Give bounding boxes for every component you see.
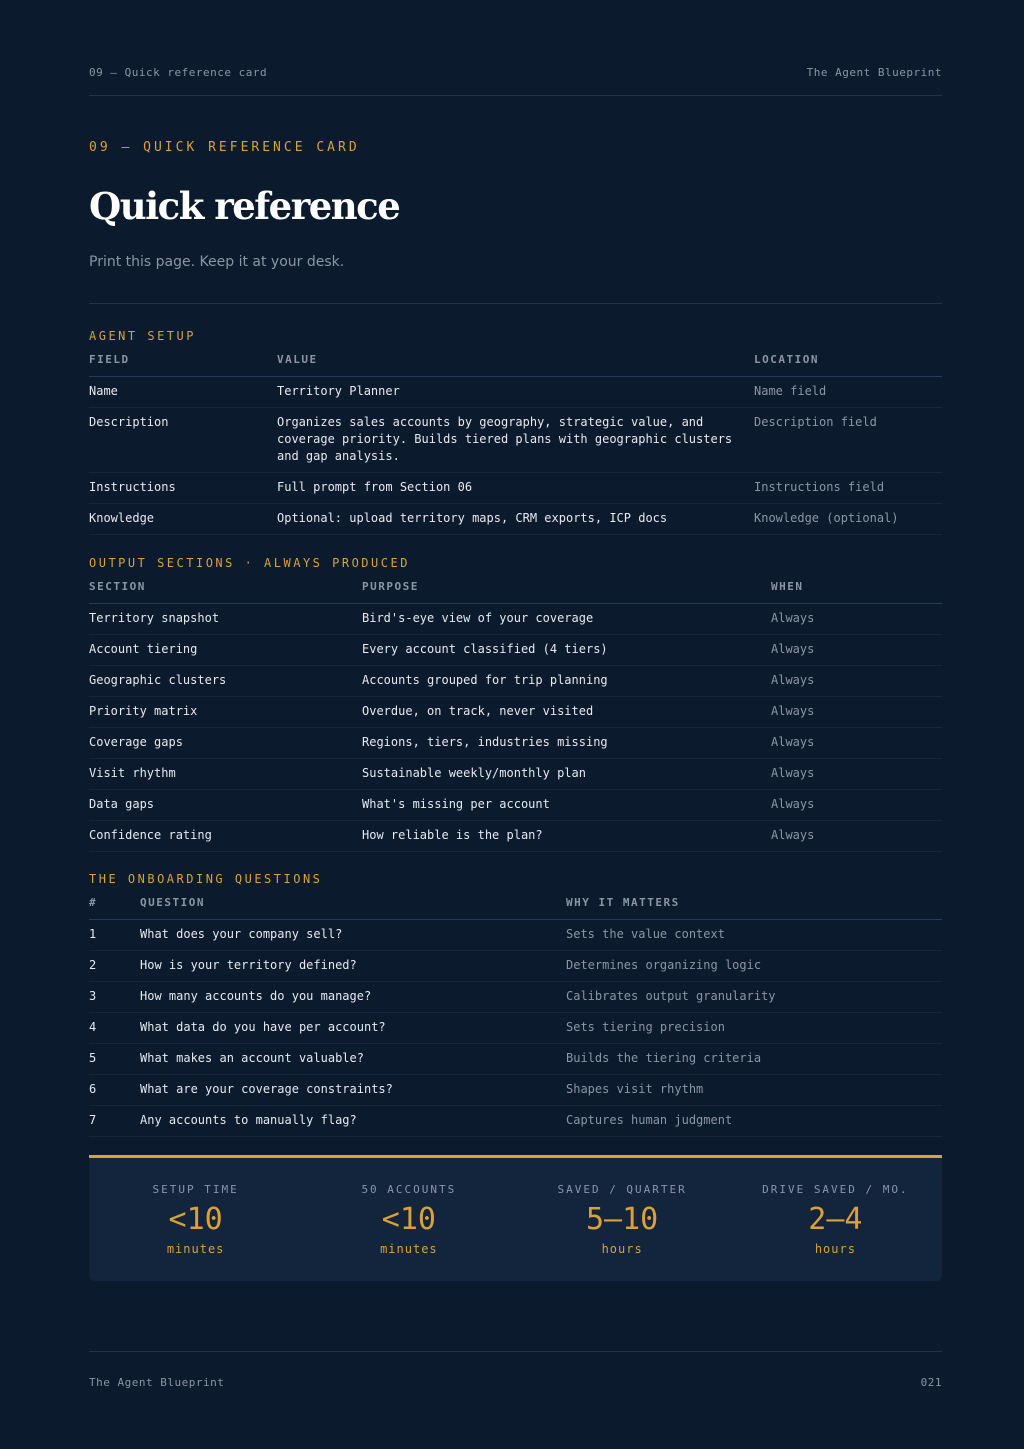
question-cell: What makes an account valuable? (140, 1044, 566, 1075)
column-header: # (89, 896, 140, 920)
running-header-book-title: The Agent Blueprint (806, 66, 942, 79)
column-header: FIELD (89, 353, 277, 377)
table-row (89, 1044, 942, 1075)
table-row (89, 790, 942, 821)
table-row (89, 1075, 942, 1106)
table-row (89, 377, 942, 408)
value-cell: Optional: upload territory maps, CRM exports, ICP docs (277, 504, 754, 535)
purpose-cell: Sustainable weekly/monthly plan (362, 759, 771, 790)
table-row (89, 1013, 942, 1044)
section-cell: Data gaps (89, 790, 362, 821)
column-header: LOCATION (754, 353, 942, 377)
stat-unit: minutes (166, 1242, 225, 1256)
question-number: 3 (89, 982, 140, 1013)
footer-book-title: The Agent Blueprint (89, 1376, 225, 1389)
when-cell: Always (771, 635, 942, 666)
question-cell: What are your coverage constraints? (140, 1075, 566, 1106)
table-row (89, 821, 942, 852)
section-kicker: 09 — QUICK REFERENCE CARD (89, 140, 360, 155)
field-cell: Description (89, 408, 277, 473)
table-row (89, 635, 942, 666)
purpose-cell: Overdue, on track, never visited (362, 697, 771, 728)
page (89, 0, 942, 1449)
table-row (89, 759, 942, 790)
section-cell: Territory snapshot (89, 604, 362, 635)
value-cell: Organizes sales accounts by geography, strategic value, and coverage priority. Builds tiered plans with geographic clusters and gap analysis. (277, 408, 754, 473)
running-header (89, 66, 942, 79)
location-cell: Instructions field (754, 473, 942, 504)
table-header-row (89, 353, 942, 377)
stat-saved-quarter (516, 1158, 729, 1281)
page-subtitle: Print this page. Keep it at your desk. (89, 254, 345, 270)
column-header: WHY IT MATTERS (566, 896, 942, 920)
question-cell: How is your territory defined? (140, 951, 566, 982)
purpose-cell: Bird's-eye view of your coverage (362, 604, 771, 635)
column-header: SECTION (89, 580, 362, 604)
stat-unit: hours (814, 1242, 856, 1256)
when-cell: Always (771, 666, 942, 697)
footer-divider (89, 1351, 942, 1352)
section-cell: Priority matrix (89, 697, 362, 728)
table-header-row (89, 580, 942, 604)
onboarding-table (89, 896, 942, 1137)
why-cell: Captures human judgment (566, 1106, 942, 1137)
agent-setup-table (89, 353, 942, 535)
section-cell: Visit rhythm (89, 759, 362, 790)
column-header: PURPOSE (362, 580, 771, 604)
question-number: 4 (89, 1013, 140, 1044)
why-cell: Sets tiering precision (566, 1013, 942, 1044)
why-cell: Sets the value context (566, 920, 942, 951)
value-cell: Full prompt from Section 06 (277, 473, 754, 504)
question-cell: What does your company sell? (140, 920, 566, 951)
stats-panel (89, 1155, 942, 1281)
field-cell: Name (89, 377, 277, 408)
question-number: 2 (89, 951, 140, 982)
stat-label: DRIVE SAVED / MO. (762, 1183, 909, 1196)
section-cell: Coverage gaps (89, 728, 362, 759)
table-header-row (89, 896, 942, 920)
stat-value: 2–4 (808, 1202, 863, 1237)
value-cell: Territory Planner (277, 377, 754, 408)
when-cell: Always (771, 821, 942, 852)
table-row (89, 920, 942, 951)
output-sections-section (89, 554, 942, 852)
why-cell: Shapes visit rhythm (566, 1075, 942, 1106)
section-cell: Confidence rating (89, 821, 362, 852)
table-row (89, 697, 942, 728)
table-row (89, 666, 942, 697)
table-row (89, 728, 942, 759)
stat-drive-saved (729, 1158, 942, 1281)
when-cell: Always (771, 759, 942, 790)
field-cell: Instructions (89, 473, 277, 504)
table-row (89, 982, 942, 1013)
stat-label: 50 ACCOUNTS (361, 1183, 457, 1196)
agent-setup-label: AGENT SETUP (89, 329, 196, 343)
purpose-cell: Every account classified (4 tiers) (362, 635, 771, 666)
location-cell: Knowledge (optional) (754, 504, 942, 535)
onboarding-label: THE ONBOARDING QUESTIONS (89, 872, 323, 886)
stat-label: SETUP TIME (152, 1183, 239, 1196)
section-cell: Account tiering (89, 635, 362, 666)
running-header-section: 09 — Quick reference card (89, 66, 268, 79)
table-row (89, 1106, 942, 1137)
stat-label: SAVED / QUARTER (557, 1183, 687, 1196)
stat-setup-time (89, 1158, 302, 1281)
location-cell: Description field (754, 408, 942, 473)
column-header: VALUE (277, 353, 754, 377)
table-row (89, 408, 942, 473)
stat-50-accounts (302, 1158, 515, 1281)
page-title: Quick reference (89, 184, 400, 228)
question-cell: What data do you have per account? (140, 1013, 566, 1044)
table-row (89, 951, 942, 982)
section-cell: Geographic clusters (89, 666, 362, 697)
question-number: 6 (89, 1075, 140, 1106)
output-sections-label: OUTPUT SECTIONS · ALWAYS PRODUCED (89, 556, 410, 570)
purpose-cell: How reliable is the plan? (362, 821, 771, 852)
question-number: 7 (89, 1106, 140, 1137)
agent-setup-section (89, 327, 942, 535)
page-number: 021 (920, 1376, 942, 1389)
location-cell: Name field (754, 377, 942, 408)
question-number: 1 (89, 920, 140, 951)
when-cell: Always (771, 604, 942, 635)
why-cell: Builds the tiering criteria (566, 1044, 942, 1075)
why-cell: Determines organizing logic (566, 951, 942, 982)
purpose-cell: Regions, tiers, industries missing (362, 728, 771, 759)
when-cell: Always (771, 728, 942, 759)
header-divider (89, 95, 942, 96)
table-row (89, 473, 942, 504)
when-cell: Always (771, 697, 942, 728)
stat-value: <10 (168, 1202, 223, 1237)
table-row (89, 504, 942, 535)
stat-value: <10 (381, 1202, 436, 1237)
question-number: 5 (89, 1044, 140, 1075)
purpose-cell: What's missing per account (362, 790, 771, 821)
question-cell: How many accounts do you manage? (140, 982, 566, 1013)
running-footer (89, 1376, 942, 1389)
column-header: QUESTION (140, 896, 566, 920)
stat-unit: minutes (380, 1242, 438, 1256)
question-cell: Any accounts to manually flag? (140, 1106, 566, 1137)
why-cell: Calibrates output granularity (566, 982, 942, 1013)
onboarding-section (89, 870, 942, 1137)
stat-unit: hours (601, 1242, 643, 1256)
when-cell: Always (771, 790, 942, 821)
field-cell: Knowledge (89, 504, 277, 535)
purpose-cell: Accounts grouped for trip planning (362, 666, 771, 697)
title-divider (89, 303, 942, 304)
column-header: WHEN (771, 580, 942, 604)
output-sections-table (89, 580, 942, 852)
table-row (89, 604, 942, 635)
stat-value: 5–10 (586, 1202, 659, 1237)
